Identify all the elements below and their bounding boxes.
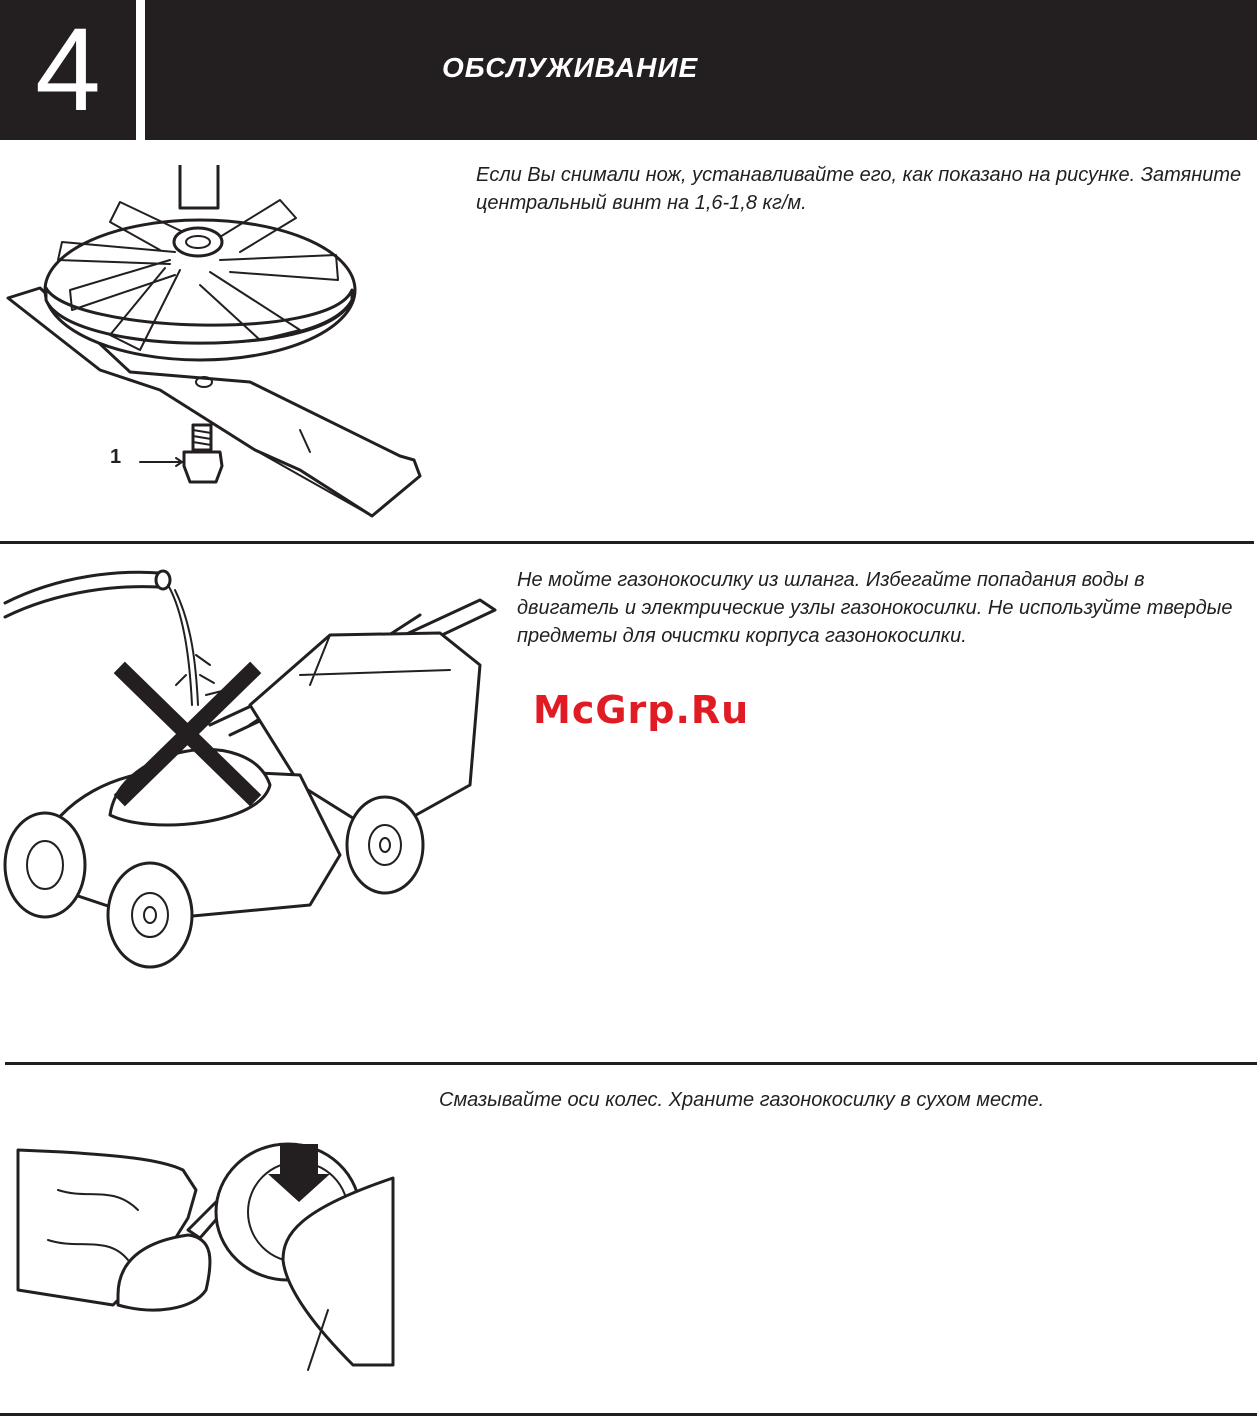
callout-label: 1 [110, 446, 122, 468]
mower-washing-illustration [0, 555, 500, 975]
bottom-rule [0, 1413, 1257, 1416]
section-divider [5, 1062, 1257, 1065]
blade-assembly-illustration [0, 160, 440, 530]
washing-warning-text: Не мойте газонокосилку из шланга. Избегайте попадания воды в двигатель и электрические узлы газонокосилки. Не используйте твердые предметы для очистки корпуса газонокосилки. [517, 569, 1233, 647]
page-title: ОБСЛУЖИВАНИЕ [442, 52, 699, 83]
watermark: McGrp.Ru [533, 688, 750, 732]
wheel-lubrication-illustration [18, 1140, 398, 1370]
blade-instruction-text: Если Вы снимали нож, устанавливайте его, как показано на рисунке. Затяните центральный винт на 1,6-1,8 кг/м. [476, 164, 1242, 214]
chapter-number: 4 [35, 4, 101, 136]
section-divider [0, 541, 1254, 544]
lubrication-instruction-text: Смазывайте оси колес. Храните газонокосилку в сухом месте. [439, 1089, 1045, 1111]
